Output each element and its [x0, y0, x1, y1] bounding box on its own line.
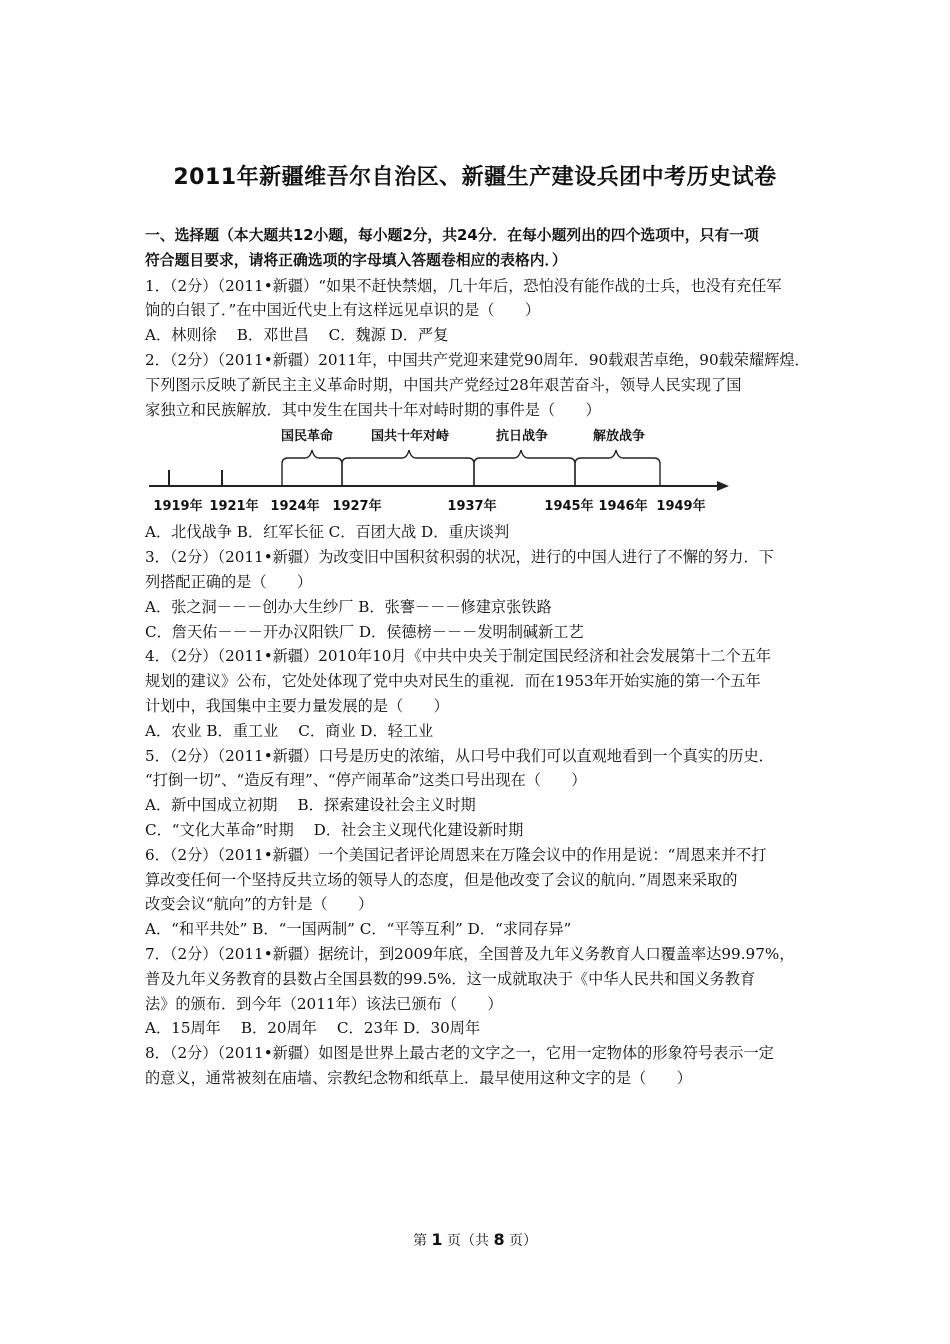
- question-text-line: 3．（2分）（2011•新疆）为改变旧中国积贫积弱的状况，进行的中国人进行了不懈的努力．下: [145, 548, 774, 567]
- timeline-year-label: 1919年: [153, 499, 203, 515]
- section-heading: [145, 224, 815, 274]
- question-8: [145, 1041, 815, 1091]
- question-text-line: 列搭配正确的是（ ）: [145, 572, 313, 591]
- timeline-period-label: 抗日战争: [495, 429, 549, 445]
- footer-suffix: 页）: [509, 1233, 538, 1249]
- timeline-figure: [145, 424, 735, 520]
- timeline-year-label: 1949年: [656, 499, 706, 515]
- question-4: [145, 644, 815, 743]
- question-text-line: 算改变任何一个坚持反共立场的领导人的态度，但是他改变了会议的航向．”周恩来采取的: [145, 870, 738, 889]
- question-options: A．15周年 B．20周年 C．23年 D．30周年: [145, 1019, 481, 1038]
- question-text-line: 4．（2分）（2011•新疆）2010年10月《中共中央关于制定国民经济和社会发展第十二个五年: [145, 647, 772, 666]
- question-options: C．“文化大革命”时期 D．社会主义现代化建设新时期: [145, 820, 524, 839]
- footer-page-number: 1: [431, 1230, 443, 1249]
- question-5: [145, 744, 815, 843]
- question-options: C．詹天佑－－－开办汉阳铁厂 D．侯德榜－－－发明制碱新工艺: [145, 622, 584, 641]
- question-text-line: 2．（2分）（2011•新疆）2011年，中国共产党迎来建党90周年．90载艰苦卓绝，90载荣耀辉煌．: [145, 350, 810, 369]
- question-text-line: 普及九年义务教育的县数占全国县数的99.5%．这一成就取决于《中华人民共和国义务教育: [145, 969, 756, 988]
- footer-total-pages: 8: [493, 1230, 505, 1249]
- question-options: A．林则徐 B．邓世昌 C．魏源 D．严复: [145, 326, 449, 345]
- question-text-line: 饷的白银了．”在中国近代史上有这样远见卓识的是（ ）: [145, 301, 541, 320]
- question-3: [145, 545, 815, 644]
- timeline-braces: [282, 450, 660, 486]
- question-text-line: 改变会议“航向”的方针是（ ）: [145, 895, 374, 914]
- timeline-year-label: 1921年: [209, 499, 259, 515]
- question-text-line: 规划的建议》公布，它处处体现了党中央对民生的重视．而在1953年开始实施的第一个五年: [145, 672, 761, 691]
- footer-middle: 页（共: [447, 1233, 489, 1249]
- timeline-year-label: 1937年: [447, 499, 497, 515]
- timeline-period-label: 国民革命: [280, 429, 334, 445]
- page-footer: [0, 1230, 950, 1250]
- question-text-line: 5．（2分）（2011•新疆）口号是历史的浓缩，从口号中我们可以直观地看到一个真实的历史．: [145, 746, 774, 765]
- question-text-line: 7．（2分）（2011•新疆）据统计，到2009年底，全国普及九年义务教育人口覆盖率达99.97%，: [145, 944, 795, 963]
- timeline-period-label: 国共十年对峙: [370, 429, 450, 445]
- question-text-line: 家独立和民族解放．其中发生在国共十年对峙时期的事件是（ ）: [145, 400, 601, 419]
- question-2: [145, 348, 815, 545]
- question-1: [145, 274, 815, 348]
- question-7: [145, 942, 815, 1041]
- timeline-year-label: 1927年: [332, 499, 382, 515]
- timeline-year-label: 1924年: [270, 499, 320, 515]
- section-heading-line: 一、选择题（本大题共12小题，每小题2分，共24分．在每小题列出的四个选项中，只有一项: [145, 227, 759, 244]
- section-heading-line: 符合题目要求，请将正确选项的字母填入答题卷相应的表格内．）: [145, 251, 567, 269]
- question-text-line: 下列图示反映了新民主主义革命时期，中国共产党经过28年艰苦奋斗，领导人民实现了国: [145, 375, 742, 394]
- question-text-line: “打倒一切”、“造反有理”、“停产闹革命”这类口号出现在（ ）: [145, 771, 587, 790]
- question-options: A．张之洞－－－创办大生纱厂 B．张謇－－－修建京张铁路: [145, 597, 552, 616]
- footer-prefix: 第: [412, 1233, 427, 1249]
- question-options: A．北伐战争 B．红军长征 C．百团大战 D．重庆谈判: [145, 523, 510, 542]
- question-options: A．“和平共处” B．“一国两制” C．“平等互利” D．“求同存异”: [145, 920, 572, 939]
- question-text-line: 的意义，通常被刻在庙墙、宗教纪念物和纸草上．最早使用这种文字的是（ ）: [145, 1068, 692, 1087]
- question-options: A．新中国成立初期 B．探索建设社会主义时期: [145, 796, 476, 815]
- timeline-year-label: 1946年: [598, 499, 648, 515]
- timeline-year-label: 1945年: [544, 499, 594, 515]
- timeline-period-label: 解放战争: [592, 429, 646, 445]
- page-title: 2011年新疆维吾尔自治区、新疆生产建设兵团中考历史试卷: [173, 165, 777, 190]
- question-list: [145, 224, 815, 1091]
- question-text-line: 计划中，我国集中主要力量发展的是（ ）: [145, 696, 449, 715]
- question-6: [145, 843, 815, 942]
- question-text-line: 法》的颁布．到今年（2011年）该法已颁布（ ）: [145, 994, 503, 1013]
- question-text-line: 1．（2分）（2011•新疆）“如果不赶快禁烟，几十年后，恐怕没有能作战的士兵，也没有充任军: [145, 276, 782, 295]
- question-text-line: 6．（2分）（2011•新疆）一个美国记者评论周恩来在万隆会议中的作用是说：“周恩来并不打: [145, 845, 767, 864]
- question-options: A．农业 B．重工业 C．商业 D．轻工业: [145, 721, 434, 740]
- question-text-line: 8．（2分）（2011•新疆）如图是世界上最古老的文字之一，它用一定物体的形象符号表示一定: [145, 1044, 774, 1063]
- timeline-arrow: [717, 481, 729, 491]
